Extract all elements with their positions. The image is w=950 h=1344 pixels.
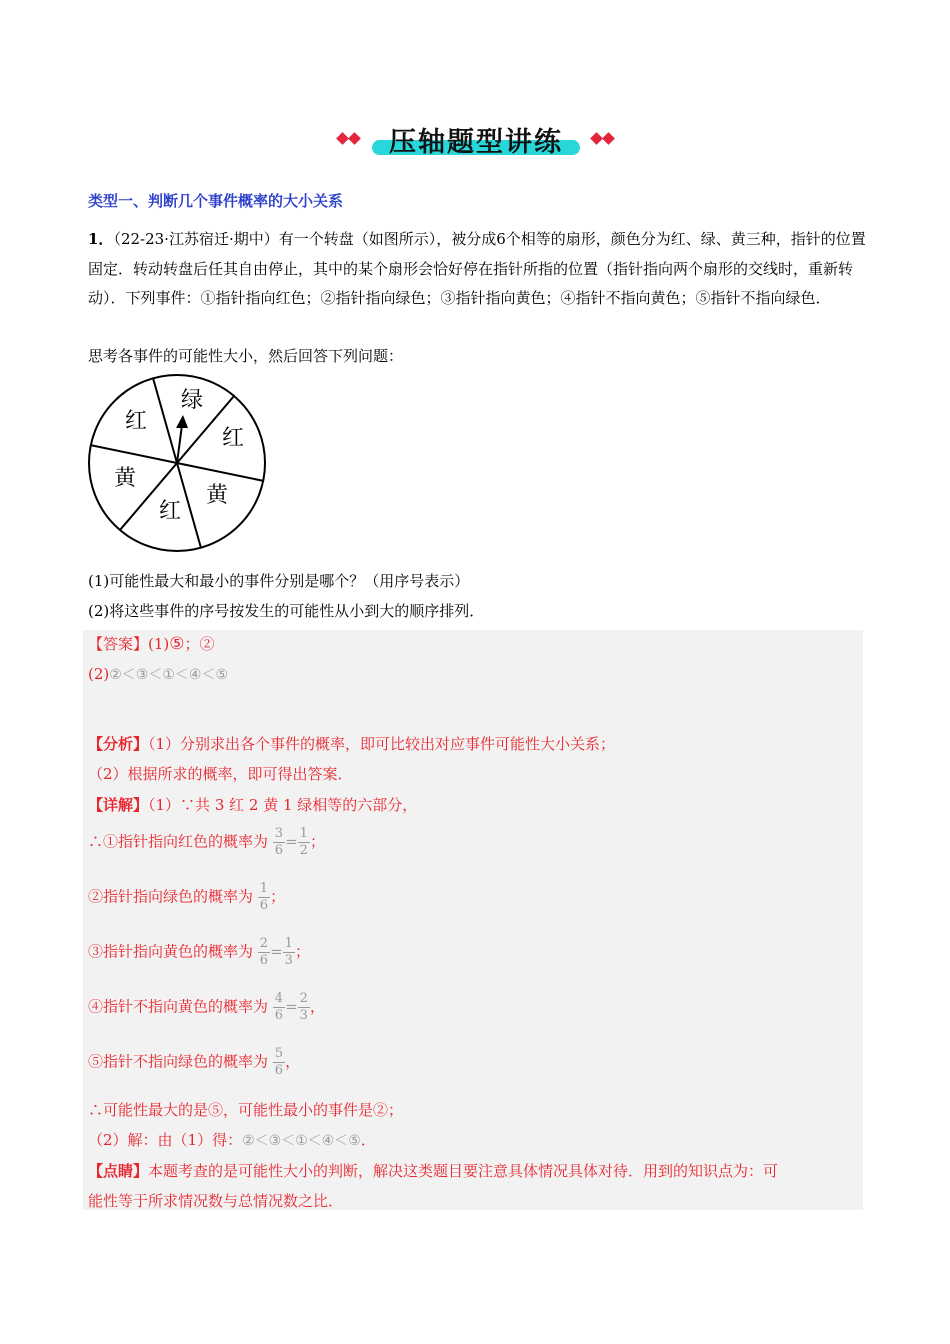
sector-label: 红 — [158, 499, 182, 524]
answer-part1-prefix: (1) — [148, 635, 170, 653]
question-prompt: 思考各事件的可能性大小，然后回答下列问题： — [88, 347, 404, 365]
question-body: （22-23·江苏宿迁·期中）有一个转盘（如图所示），被分成6个相等的扇形，颜色分为红、绿、黄三种，指针的位置固定．转动转盘后任其自由停止，其中的某个扇形会恰好停在指针所指的位置（指针指向两个扇形的交线时，重新转动）．下列事件：①指针指向红色；②指针指向绿色；③指针指向黄色；④指针不指向黄色；⑤指针不指向绿色． — [88, 230, 866, 307]
detail-order: ②＜③＜①＜④＜⑤ — [242, 1133, 361, 1149]
equation-text: ∴①指针指向红色的概率为 — [88, 832, 269, 851]
denominator: 6 — [259, 953, 269, 968]
equation-end: ； — [270, 887, 286, 906]
equation-end: ； — [294, 942, 310, 961]
fraction — [273, 1046, 285, 1079]
denominator: 3 — [299, 1008, 308, 1023]
answer-box — [83, 630, 863, 1210]
page-title: 压轴题型讲练 — [389, 127, 563, 158]
numerator: 3 — [274, 826, 284, 841]
spinner-figure — [84, 370, 270, 556]
analysis-line-2: （2）根据所求的概率，即可得出答案． — [88, 765, 353, 783]
equation-text: ②指针指向绿色的概率为 — [88, 887, 254, 906]
answer-separator: ； — [184, 635, 200, 653]
title-banner — [336, 118, 616, 160]
equation-2 — [88, 881, 285, 914]
comment-line-2: 能性等于所求情况数与总情况数之比． — [88, 1192, 344, 1210]
answer-line-1 — [88, 633, 215, 654]
conclusion-line: ∴可能性最大的是⑤，可能性最小的事件是②； — [88, 1101, 404, 1119]
sector-label: 红 — [221, 426, 245, 451]
analysis-text: （1）分别求出各个事件的概率，即可比较出对应事件可能性大小关系； — [148, 735, 616, 753]
answer-min: ② — [199, 635, 215, 653]
denominator: 6 — [274, 1008, 284, 1023]
detail-part2-end: ． — [360, 1131, 376, 1149]
detail-label: 【详解】 — [88, 796, 149, 814]
numerator: 1 — [284, 936, 293, 951]
fraction — [273, 826, 285, 859]
equation-text: ③指针指向黄色的概率为 — [88, 942, 254, 961]
sector-label: 黄 — [205, 483, 229, 508]
answer-line-2 — [88, 664, 228, 684]
comment-label: 【点睛】 — [88, 1162, 149, 1180]
sector-label: 黄 — [113, 466, 137, 491]
denominator: 6 — [274, 843, 284, 858]
denominator: 2 — [299, 843, 308, 858]
equals: = — [285, 832, 298, 851]
fraction — [273, 991, 285, 1024]
equation-end: ， — [309, 997, 325, 1016]
equals: = — [285, 997, 298, 1016]
equation-5 — [88, 1046, 300, 1079]
section-heading: 类型一、判断几个事件概率的大小关系 — [88, 192, 344, 210]
numerator: 1 — [299, 826, 308, 841]
detail-text: （1）∵共 3 红 2 黄 1 绿相等的六部分， — [148, 796, 418, 814]
answer-label: 【答案】 — [88, 635, 149, 653]
answer-order: ②＜③＜①＜④＜⑤ — [109, 667, 229, 683]
numerator: 4 — [274, 991, 284, 1006]
denominator: 6 — [259, 898, 269, 913]
numerator: 1 — [259, 881, 269, 896]
comment-text: 本题考查的是可能性大小的判断，解决这类题目要注意具体情况具体对待．用到的知识点为：可 — [148, 1162, 779, 1180]
sub-question-2: (2)将这些事件的序号按发生的可能性从小到大的顺序排列． — [88, 602, 485, 620]
fraction — [283, 936, 295, 969]
fraction — [298, 826, 310, 859]
equals: = — [270, 942, 283, 961]
analysis-label: 【分析】 — [88, 735, 149, 753]
detail-part2-text: （2）解：由（1）得： — [88, 1131, 243, 1149]
equation-4 — [88, 991, 325, 1024]
equation-text: ⑤指针不指向绿色的概率为 — [88, 1052, 269, 1071]
fraction — [298, 991, 310, 1024]
numerator: 2 — [299, 991, 308, 1006]
denominator: 3 — [284, 953, 293, 968]
equation-1 — [88, 826, 325, 859]
sector-label: 红 — [124, 409, 148, 434]
denominator: 6 — [274, 1063, 284, 1078]
answer-part2-prefix: (2) — [88, 665, 110, 683]
equation-end: ； — [309, 832, 325, 851]
analysis-line-1 — [88, 733, 615, 754]
sub-question-1: (1)可能性最大和最小的事件分别是哪个？（用序号表示） — [88, 572, 470, 590]
equation-text: ④指针不指向黄色的概率为 — [88, 997, 269, 1016]
question-number: 1． — [88, 230, 114, 248]
equation-3 — [88, 936, 310, 969]
answer-max: ⑤ — [169, 634, 185, 654]
numerator: 2 — [259, 936, 269, 951]
detail-part2-line — [88, 1129, 376, 1150]
equation-end: ， — [285, 1052, 301, 1071]
detail-line-1 — [88, 794, 417, 815]
comment-line-1 — [88, 1160, 778, 1181]
sector-label: 绿 — [180, 388, 204, 413]
fraction — [258, 936, 270, 969]
numerator: 5 — [274, 1046, 284, 1061]
question-text — [88, 225, 868, 314]
fraction — [258, 881, 270, 914]
